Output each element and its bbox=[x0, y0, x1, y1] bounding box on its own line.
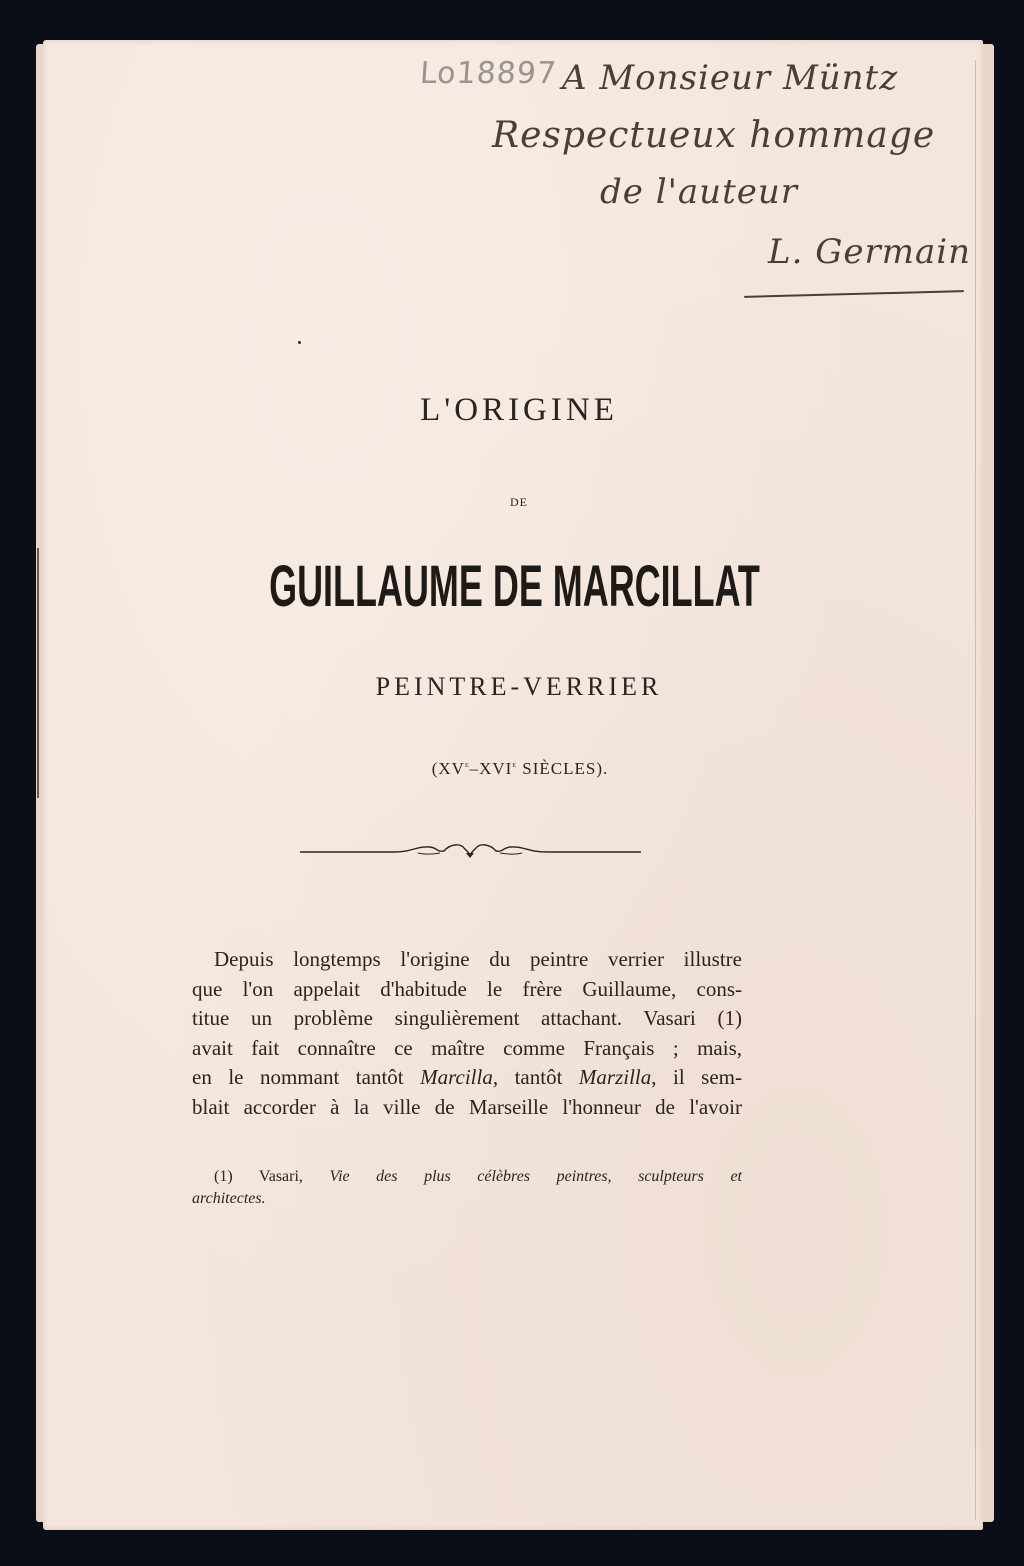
century-close: SIÈCLES). bbox=[517, 759, 609, 778]
body-line-5-italic-marzilla: Marzilla bbox=[578, 1065, 652, 1089]
body-line-2: que l'on appelait d'habitude le frère Guillaume, cons- bbox=[192, 976, 742, 1001]
title-line-origine: L'ORIGINE bbox=[420, 392, 618, 428]
footnote-title-part-2: architectes. bbox=[192, 1190, 266, 1207]
inscription-signature: L. Germain bbox=[768, 232, 972, 272]
century-label bbox=[0, 759, 1024, 779]
footnote-marker: (1) Vasari, bbox=[214, 1168, 330, 1185]
body-line-5 bbox=[192, 1063, 742, 1093]
body-paragraph bbox=[192, 945, 742, 1122]
subtitle: PEINTRE-VERRIER bbox=[375, 672, 663, 701]
ornamental-divider bbox=[298, 838, 643, 864]
inscription-line-2: Respectueux hommage bbox=[492, 115, 936, 156]
body-line-5-mid: , tantôt bbox=[492, 1065, 579, 1089]
body-line-4: avait fait connaître ce maître comme Français ; mais, bbox=[192, 1035, 742, 1060]
century-sup-2: e bbox=[512, 759, 518, 769]
ink-speck bbox=[298, 341, 301, 344]
footnote-title-part-1: Vie des plus célèbres peintres, sculpteurs et bbox=[329, 1168, 742, 1185]
page-fold-line bbox=[975, 60, 976, 1520]
body-line-3: titue un problème singulièrement attachant. Vasari (1) bbox=[192, 1006, 742, 1030]
footnote-line-1 bbox=[192, 1166, 742, 1188]
century-open: (XV bbox=[431, 759, 465, 778]
body-line-1: Depuis longtemps l'origine du peintre verrier illustre bbox=[214, 947, 742, 971]
century-dash: –XVI bbox=[469, 759, 513, 778]
century-sup-1: e bbox=[464, 759, 470, 769]
pencil-shelfmark: Lo18897 bbox=[418, 56, 559, 91]
title-line-de: DE bbox=[510, 495, 528, 509]
footnote bbox=[192, 1166, 742, 1210]
body-line-6: blait accorder à la ville de Marseille l'honneur de l'avoir bbox=[192, 1094, 742, 1119]
main-title: GUILLAUME DE MARCILLAT bbox=[269, 554, 760, 619]
inscription-line-3: de l'auteur bbox=[600, 172, 799, 212]
body-line-5-post: , il sem- bbox=[651, 1065, 743, 1089]
body-line-5-pre: en le nommant tantôt bbox=[192, 1065, 421, 1089]
body-line-5-italic-marcilla: Marcilla bbox=[420, 1065, 493, 1089]
inscription-line-1: A Monsieur Müntz bbox=[562, 58, 899, 98]
